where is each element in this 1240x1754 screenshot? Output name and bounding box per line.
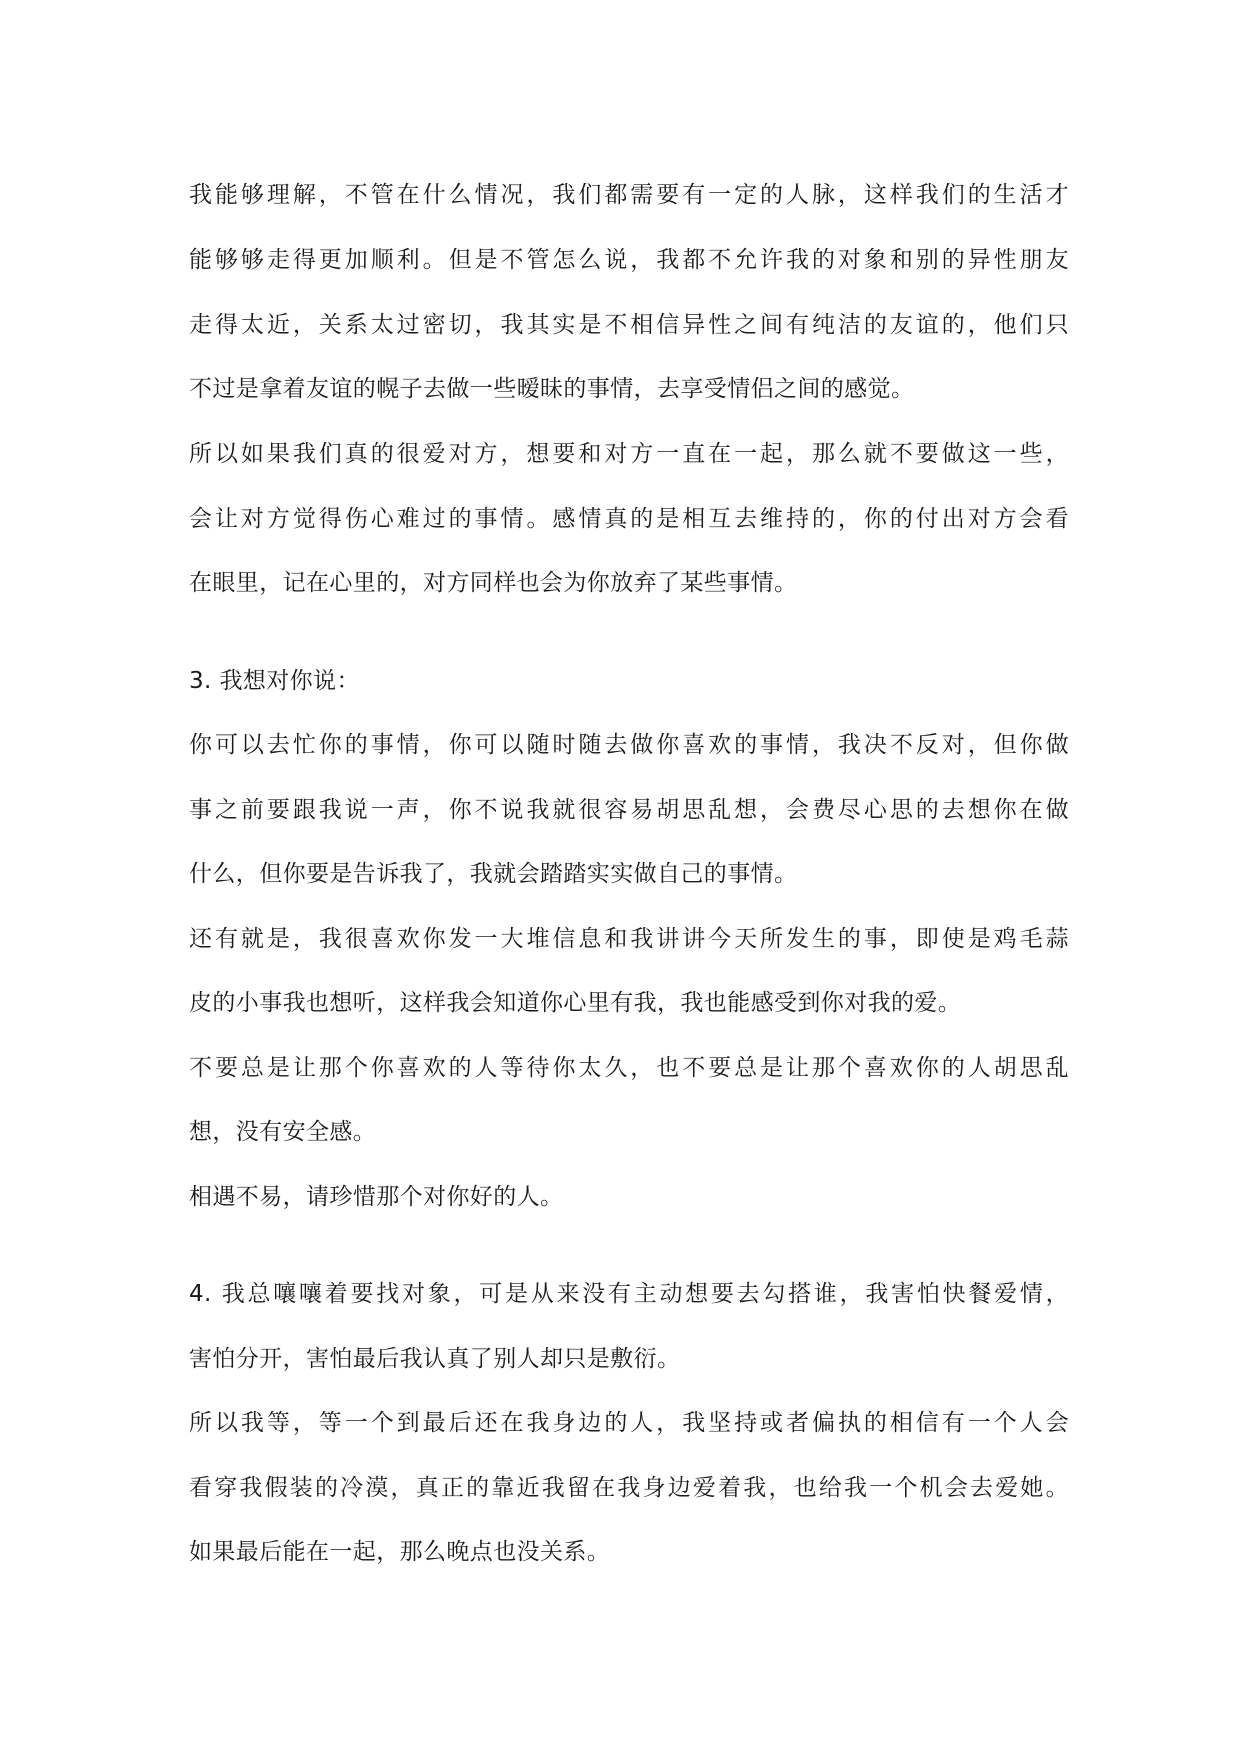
- section-heading: 4. 我总嚷嚷着要找对象，可是从来没有主动想要去勾搭谁，我害怕快餐爱情，: [189, 1281, 1069, 1307]
- paragraph-line: 不过是拿着友谊的幌子去做一些暧昧的事情，去享受情侣之间的感觉。: [189, 376, 915, 402]
- paragraph-line: 在眼里，记在心里的，对方同样也会为你放弃了某些事情。: [189, 570, 798, 596]
- paragraph-line: 事之前要跟我说一声，你不说我就很容易胡思乱想，会费尽心思的去想你在做: [189, 797, 1069, 823]
- paragraph-line: 看穿我假装的冷漠，真正的靠近我留在我身边爱着我，也给我一个机会去爱她。: [189, 1475, 1069, 1501]
- paragraph-line: 能够够走得更加顺利。但是不管怎么说，我都不允许我的对象和别的异性朋友: [189, 247, 1069, 273]
- paragraph-line: 不要总是让那个你喜欢的人等待你太久，也不要总是让那个喜欢你的人胡思乱: [189, 1055, 1069, 1081]
- paragraph-line: 想，没有安全感。: [189, 1119, 377, 1145]
- paragraph-line: 会让对方觉得伤心难过的事情。感情真的是相互去维持的，你的付出对方会看: [189, 506, 1069, 532]
- paragraph-line: 如果最后能在一起，那么晚点也没关系。: [189, 1539, 611, 1565]
- paragraph-line: 所以我等，等一个到最后还在我身边的人，我坚持或者偏执的相信有一个人会: [189, 1410, 1069, 1436]
- paragraph-line: 所以如果我们真的很爱对方，想要和对方一直在一起，那么就不要做这一些，: [189, 441, 1069, 467]
- paragraph-line: 相遇不易，请珍惜那个对你好的人。: [189, 1184, 564, 1210]
- paragraph-line: 我能够理解，不管在什么情况，我们都需要有一定的人脉，这样我们的生活才: [189, 182, 1069, 208]
- paragraph-line: 还有就是，我很喜欢你发一大堆信息和我讲讲今天所发生的事，即使是鸡毛蒜: [189, 926, 1069, 952]
- section-heading: 3. 我想对你说：: [189, 668, 360, 694]
- paragraph-line: 你可以去忙你的事情，你可以随时随去做你喜欢的事情，我决不反对，但你做: [189, 732, 1069, 758]
- paragraph-line: 皮的小事我也想听，这样我会知道你心里有我，我也能感受到你对我的爱。: [189, 990, 962, 1016]
- paragraph-line: 害怕分开，害怕最后我认真了别人却只是敷衍。: [189, 1346, 681, 1372]
- paragraph-line: 什么，但你要是告诉我了，我就会踏踏实实做自己的事情。: [189, 861, 798, 887]
- paragraph-line: 走得太近，关系太过密切，我其实是不相信异性之间有纯洁的友谊的，他们只: [189, 312, 1069, 338]
